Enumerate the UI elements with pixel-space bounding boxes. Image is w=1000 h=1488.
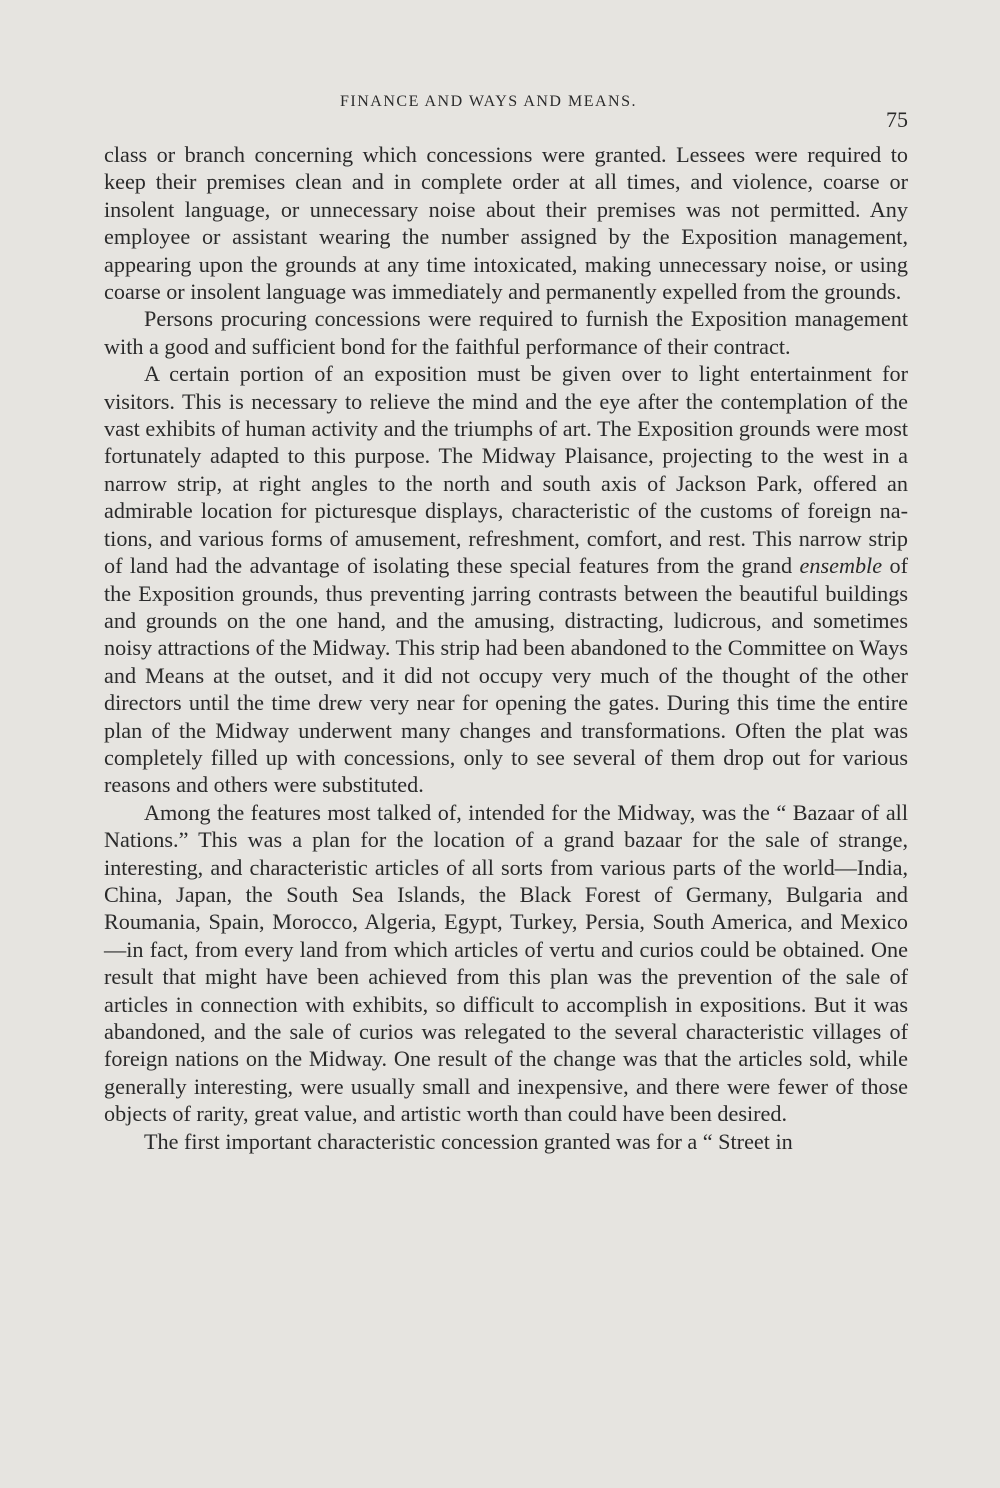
running-head xyxy=(104,93,908,141)
emphasis-ensemble: ensemble xyxy=(799,553,883,579)
paragraph-midway-text-before: A certain portion of an exposition must be given over to light entertainment for visitors. This is necessary to relieve the mind and the eye after the contemplation of the vast exhibits of human activity and the triumphs of art. The Exposition grounds were most fortunately adapted to this purpose. The Midway Plaisance, projecting to the west in a narrow strip, at right angles to the north and south axis of Jackson Park, offered an admirable location for picturesque displays, characteristic of the customs of foreign nations, and various forms of amusement, refreshment, comfort, and rest. This narrow strip of land had the advantage of isolating these special features from the grand xyxy=(104,361,908,579)
paragraph-midway-text-after: of the Exposition grounds, thus preventing jarring contrasts between the beautiful buildings and grounds on the one hand, and the amusing, distracting, ludicrous, and sometimes noisy attractions of the Midway. This strip had been abandoned to the Committee on Ways and Means at the outset, and it did not occupy very much of the thought of the other directors until the time drew very near for opening the gates. During this time the entire plan of the Midway underwent many changes and transformations. Often the plat was completely filled up with concessions, only to see several of them drop out for various reasons and others were substituted. xyxy=(104,553,908,798)
paragraph-street: The first important characteristic concession granted was for a “ Street in xyxy=(144,1128,793,1154)
body-text xyxy=(104,141,908,1155)
running-title: FINANCE AND WAYS AND MEANS. xyxy=(340,93,637,110)
paragraph-midway xyxy=(104,360,908,799)
paragraph-bond: Persons procuring concessions were required to furnish the Exposition management with a good and sufficient bond for the faithful performance of their contract. xyxy=(104,306,908,359)
paragraph-bazaar: Among the features most talked of, intended for the Midway, was the “ Bazaar of all Nations.” This was a plan for the location of a grand bazaar for the sale of strange, interesting, and characteristic articles of all sorts from various parts of the world—India, China, Japan, the South Sea Islands, the Black Forest of Germany, Bulgaria and Roumania, Spain, Morocco, Algeria, Egypt, Turkey, Persia, South America, and Mexico—in fact, from every land from which articles of vertu and curios could be obtained. One result that might have been achieved from this plan was the prevention of the sale of articles in connection with exhibits, so difficult to accomplish in expositions. But it was abandoned, and the sale of curios was relegated to the several characteristic villages of foreign nations on the Midway. One result of the change was that the articles sold, while generally interesting, were usually small and inexpensive, and there were fewer of those objects of rarity, great value, and artistic worth than could have been desired. xyxy=(104,799,908,1127)
paragraph-continued: class or branch concerning which concessions were granted. Lessees were required to keep their premises clean and in complete order at all times, and violence, coarse or insolent language, or unnecessary noise about their premises was not permitted. Any employee or assistant wearing the number assigned by the Exposition management, appearing upon the grounds at any time intoxicated, making unnecessary noise, or using coarse or insolent language was immediately and permanently expelled from the grounds. xyxy=(104,142,908,305)
page-number: 75 xyxy=(886,107,908,132)
